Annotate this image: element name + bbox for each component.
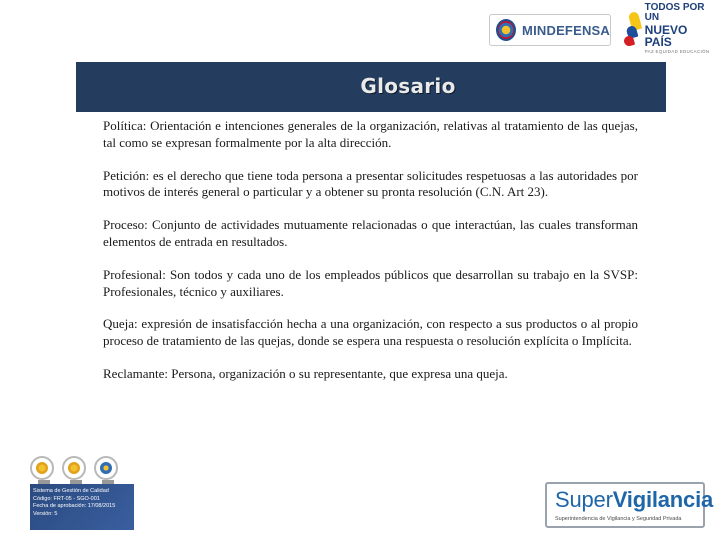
glossary-entry-profesional: Profesional: Son todos y cada uno de los empleados públicos que desarrollan su trabajo en la SVSP: Profesionales, técnico y auxiliares. — [103, 266, 638, 299]
sgc-line: Fecha de aprobación: 17/08/2015 — [33, 503, 116, 509]
glossary-entry-reclamante: Reclamante: Persona, organización o su representante, que expresa una queja. — [103, 365, 508, 381]
mindefensa-label: MINDEFENSA — [522, 22, 610, 38]
government-logo — [624, 2, 716, 55]
glossary-list — [103, 118, 638, 399]
glossary-entry-queja: Queja: expresión de insatisfacción hecha a una organización, con respecto a sus productos o al propio proceso de tratamiento de las quejas, donde se espera una respuesta o resolución explícita o Implícita. — [103, 316, 638, 349]
glossary-entry-politica: Política: Orientación e intenciones generales de la organización, relativas al tratamiento de las quejas, tal como se expresan formalmente por la alta dirección. — [103, 118, 638, 150]
colombia-seal-icon — [496, 19, 516, 41]
supervigilancia-subtitle: Superintendencia de Vigilancia y Seguridad Privada — [555, 516, 682, 522]
quality-system-box — [30, 484, 134, 530]
supervigilancia-brand — [555, 487, 714, 512]
government-logo-line3: PAZ EQUIDAD EDUCACIÓN — [644, 49, 710, 55]
page-title: Glosario — [360, 74, 456, 98]
mindefensa-logo — [489, 14, 611, 46]
brand-part1: Super — [555, 487, 613, 512]
supervigilancia-logo — [545, 482, 714, 528]
glossary-entry-peticion: Petición: es el derecho que tiene toda persona a presentar solicitudes respetuosas a las autoridades por motivos de interés general o particular y a obtener su pronta resolución (C.N. Art 23). — [103, 167, 638, 200]
government-logo-line2: NUEVO PAÍS — [644, 23, 688, 50]
brand-part2: Vigilancia — [612, 487, 714, 512]
sgc-line: Sistema de Gestión de Calidad — [33, 488, 109, 494]
colombia-flag-icon — [624, 12, 641, 46]
certification-seal-icon — [30, 456, 54, 480]
government-logo-line1: TODOS POR UN — [644, 2, 705, 24]
sgc-line: Código: FRT-05 - SGO-001 — [33, 495, 100, 502]
certification-logos — [30, 456, 118, 480]
glossary-entry-proceso: Proceso: Conjunto de actividades mutuamente relacionadas o que interactúan, las cuales transforman elementos de entrada en resultados. — [103, 217, 638, 249]
certification-seal-icon — [62, 456, 86, 480]
certification-seal-icon — [94, 456, 118, 480]
title-banner — [76, 62, 666, 112]
sgc-line: Versión: 5 — [33, 510, 58, 517]
